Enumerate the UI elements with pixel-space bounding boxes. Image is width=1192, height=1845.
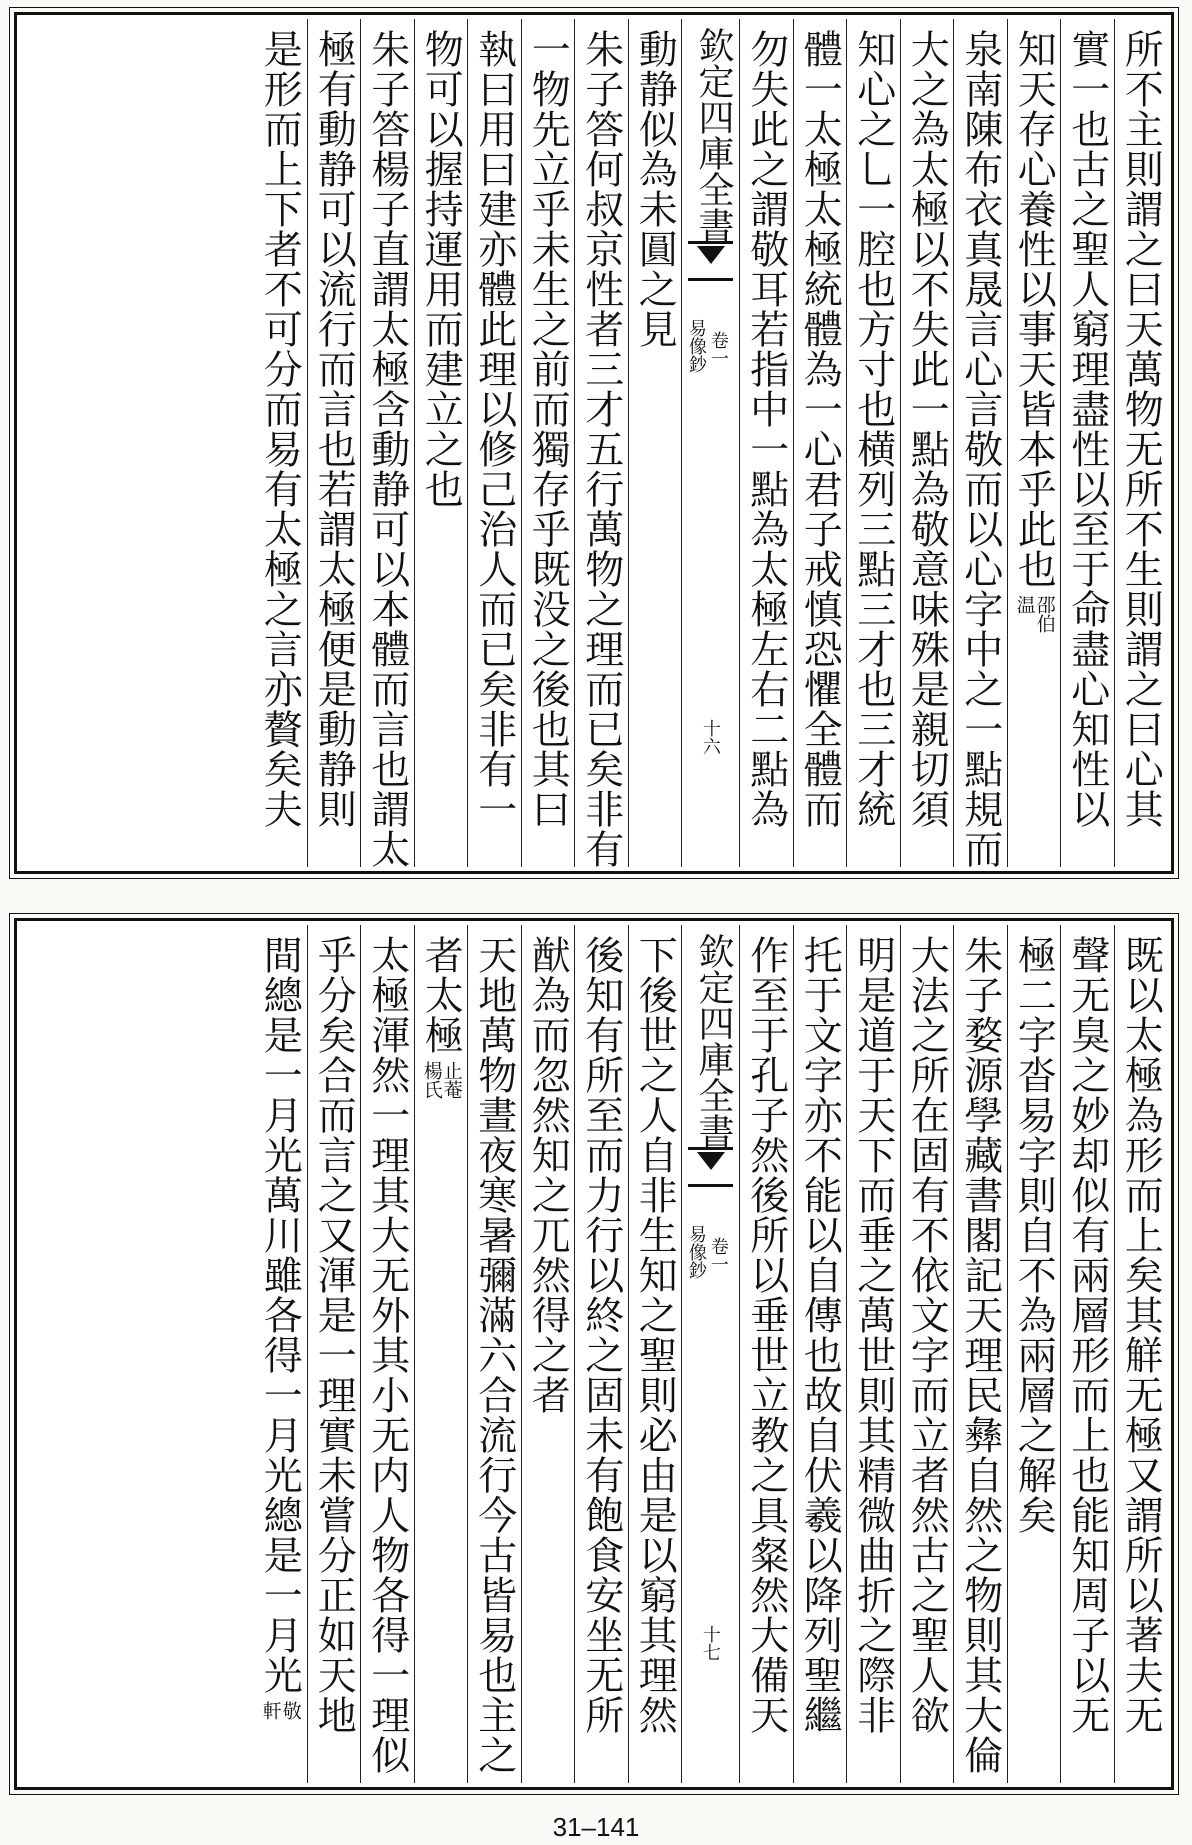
column-text: 朱子答何叔京性者三才五行萬物之理而已矣非有 xyxy=(578,29,624,869)
text-column xyxy=(574,19,628,867)
attribution-note: 敬 軒 xyxy=(259,1701,302,1720)
column-text: 後知有所至而力行以終之固未有飽食安坐无所 xyxy=(578,935,624,1735)
column-text: 猷為而忽然知之兀然得之者 xyxy=(525,935,571,1415)
leaf-number: 十六 xyxy=(699,719,721,755)
text-column xyxy=(1007,925,1061,1783)
text-column xyxy=(900,19,954,867)
fishtail-mark xyxy=(688,1147,733,1187)
bottom-page-columns xyxy=(21,925,1167,1783)
column-text: 下後世之人自非生知之聖則必由是以窮其理然 xyxy=(632,935,678,1735)
text-column xyxy=(467,925,521,1783)
attribution-note: 止菴 楊氏 xyxy=(420,1061,463,1099)
footer-page-number: 31–141 xyxy=(552,1812,640,1842)
text-column xyxy=(953,19,1007,867)
column-text: 實一也古之聖人窮理盡性以至于命盡心知性以 xyxy=(1064,29,1110,829)
bottom-page xyxy=(14,918,1174,1790)
column-text: 乎分矣合而言之又渾是一理實未嘗分正如天地 xyxy=(311,935,357,1735)
text-column xyxy=(739,19,793,867)
column-text: 朱子答楊子直謂太極含動静可以本體而言也謂太 xyxy=(364,29,410,869)
text-column xyxy=(360,19,414,867)
column-text: 知心之乚一腔也方寸也横列三點三才也三才統 xyxy=(850,29,896,829)
text-column xyxy=(1114,925,1168,1783)
column-text: 既以太極為形而上矣其觧无極又謂所以著夫无 xyxy=(1118,935,1164,1735)
text-column xyxy=(307,19,361,867)
text-column xyxy=(521,925,575,1783)
text-column xyxy=(1114,19,1168,867)
column-text: 勿失此之謂敬耳若指中一點為太極左右二點為 xyxy=(743,29,789,829)
column-text: 間總是一月光萬川雖各得一月光總是一月光 xyxy=(257,935,303,1695)
column-text: 動静似為未圓之見 xyxy=(632,29,678,349)
text-column xyxy=(307,925,361,1783)
text-column xyxy=(467,19,521,867)
collection-title: 欽定四庫全書 xyxy=(693,933,734,1149)
text-column xyxy=(628,925,682,1783)
attribution-note: 邵伯 温 xyxy=(1013,595,1056,633)
text-column xyxy=(1060,925,1114,1783)
column-text: 體一太極太極統體為一心君子戒慎恐懼全體而 xyxy=(797,29,843,829)
column-text: 知天存心養性以事天皆本乎此也 xyxy=(1011,29,1057,589)
text-column xyxy=(253,19,307,867)
column-text: 極有動静可以流行而言也若謂太極便是動静則 xyxy=(311,29,357,829)
column-text: 聲无臭之妙却似有兩層形而上也能知周子以无 xyxy=(1064,935,1110,1735)
text-column xyxy=(628,19,682,867)
top-page-columns xyxy=(21,19,1167,867)
column-text: 托于文字亦不能以自傳也故自伏羲以降列聖繼 xyxy=(797,935,843,1735)
text-column xyxy=(1007,19,1061,867)
column-text: 者太極 xyxy=(418,935,464,1055)
volume-number: 卷一 xyxy=(707,331,729,367)
volume-number: 卷一 xyxy=(707,1237,729,1273)
top-page xyxy=(14,12,1174,874)
text-column xyxy=(414,925,468,1783)
column-text: 明是道于天下而垂之萬世則其精微曲折之際非 xyxy=(850,935,896,1735)
column-text: 執曰用曰建亦體此理以修己治人而已矣非有一 xyxy=(471,29,517,829)
text-column xyxy=(253,925,307,1783)
fishtail-mark xyxy=(688,241,733,281)
leaf-number: 十七 xyxy=(699,1625,721,1661)
text-column xyxy=(846,925,900,1783)
column-text: 一物先立乎未生之前而獨存乎既没之後也其曰 xyxy=(525,29,571,829)
text-column xyxy=(793,19,847,867)
text-column xyxy=(360,925,414,1783)
column-text: 朱子婺源學藏書閣記天理民彝自然之物則其大倫 xyxy=(957,935,1003,1775)
text-column xyxy=(574,925,628,1783)
column-text: 物可以握持運用而建立之也 xyxy=(418,29,464,509)
text-column xyxy=(521,19,575,867)
center-fold-margin xyxy=(681,19,739,867)
column-text: 大之為太極以不失此一點為敬意味殊是親切須 xyxy=(904,29,950,829)
text-column xyxy=(1060,19,1114,867)
text-column xyxy=(953,925,1007,1783)
column-text: 作至于孔子然後所以垂世立教之具粲然大備天 xyxy=(743,935,789,1735)
center-fold-margin xyxy=(681,925,739,1783)
collection-title: 欽定四庫全書 xyxy=(693,27,734,243)
column-text: 極二字沓易字則自不為兩層之解矣 xyxy=(1011,935,1057,1535)
column-text: 天地萬物晝夜寒暑彌滿六合流行今古皆易也主之 xyxy=(471,935,517,1775)
column-text: 泉南陳布衣真晟言心言敬而以心字中之一點規而 xyxy=(957,29,1003,869)
book-title: 易像鈔 xyxy=(685,319,707,373)
column-text: 是形而上下者不可分而易有太極之言亦贅矣夫 xyxy=(257,29,303,829)
column-text: 太極渾然一理其大无外其小无内人物各得一理似 xyxy=(364,935,410,1775)
column-text: 所不主則謂之曰天萬物无所不生則謂之曰心其 xyxy=(1118,29,1164,829)
column-text: 大法之所在固有不依文字而立者然古之聖人欲 xyxy=(904,935,950,1735)
text-column xyxy=(793,925,847,1783)
book-title: 易像鈔 xyxy=(685,1225,707,1279)
text-column xyxy=(739,925,793,1783)
text-column xyxy=(846,19,900,867)
text-column xyxy=(900,925,954,1783)
text-column xyxy=(414,19,468,867)
